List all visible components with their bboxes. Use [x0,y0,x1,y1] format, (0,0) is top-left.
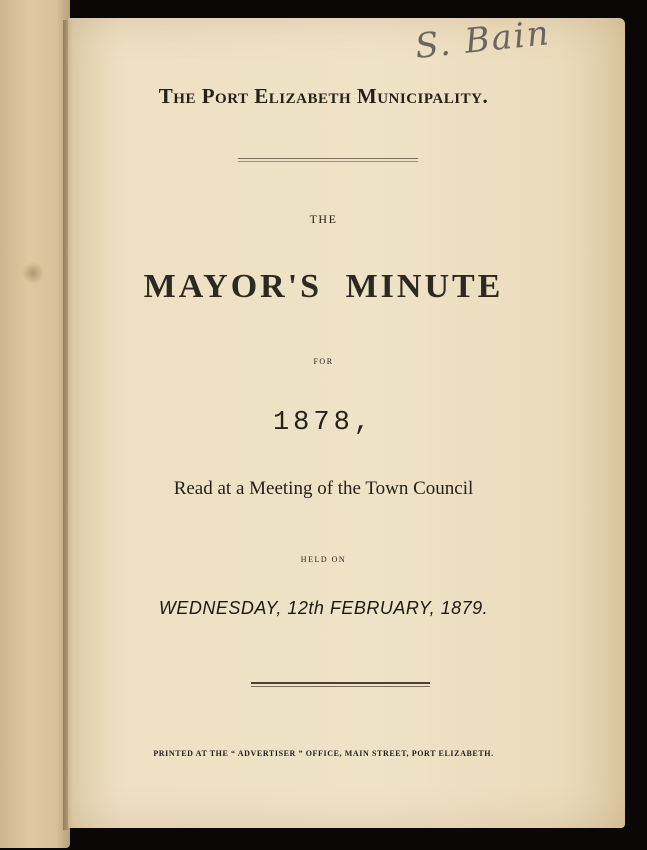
top-rule-divider [238,158,418,159]
bottom-rule-divider [251,682,430,684]
held-on-label: HELD ON [300,555,347,564]
handwritten-signature: S. Bain [413,13,553,67]
for-label: FOR [313,357,334,366]
meeting-line: Read at a Meeting of the Town Council [173,478,474,499]
meeting-date: WEDNESDAY, 12th FEBRUARY, 1879. [158,598,489,618]
printer-imprint: PRINTED AT THE “ ADVERTISER ” OFFICE, MAIN STREET, PORT ELIZABETH. [153,749,494,758]
municipality-heading: The Port Elizabeth Municipality. [158,84,489,108]
document-title: MAYOR'S MINUTE [143,268,504,305]
year-label: 1878, [272,408,374,438]
the-label: THE [309,212,338,226]
